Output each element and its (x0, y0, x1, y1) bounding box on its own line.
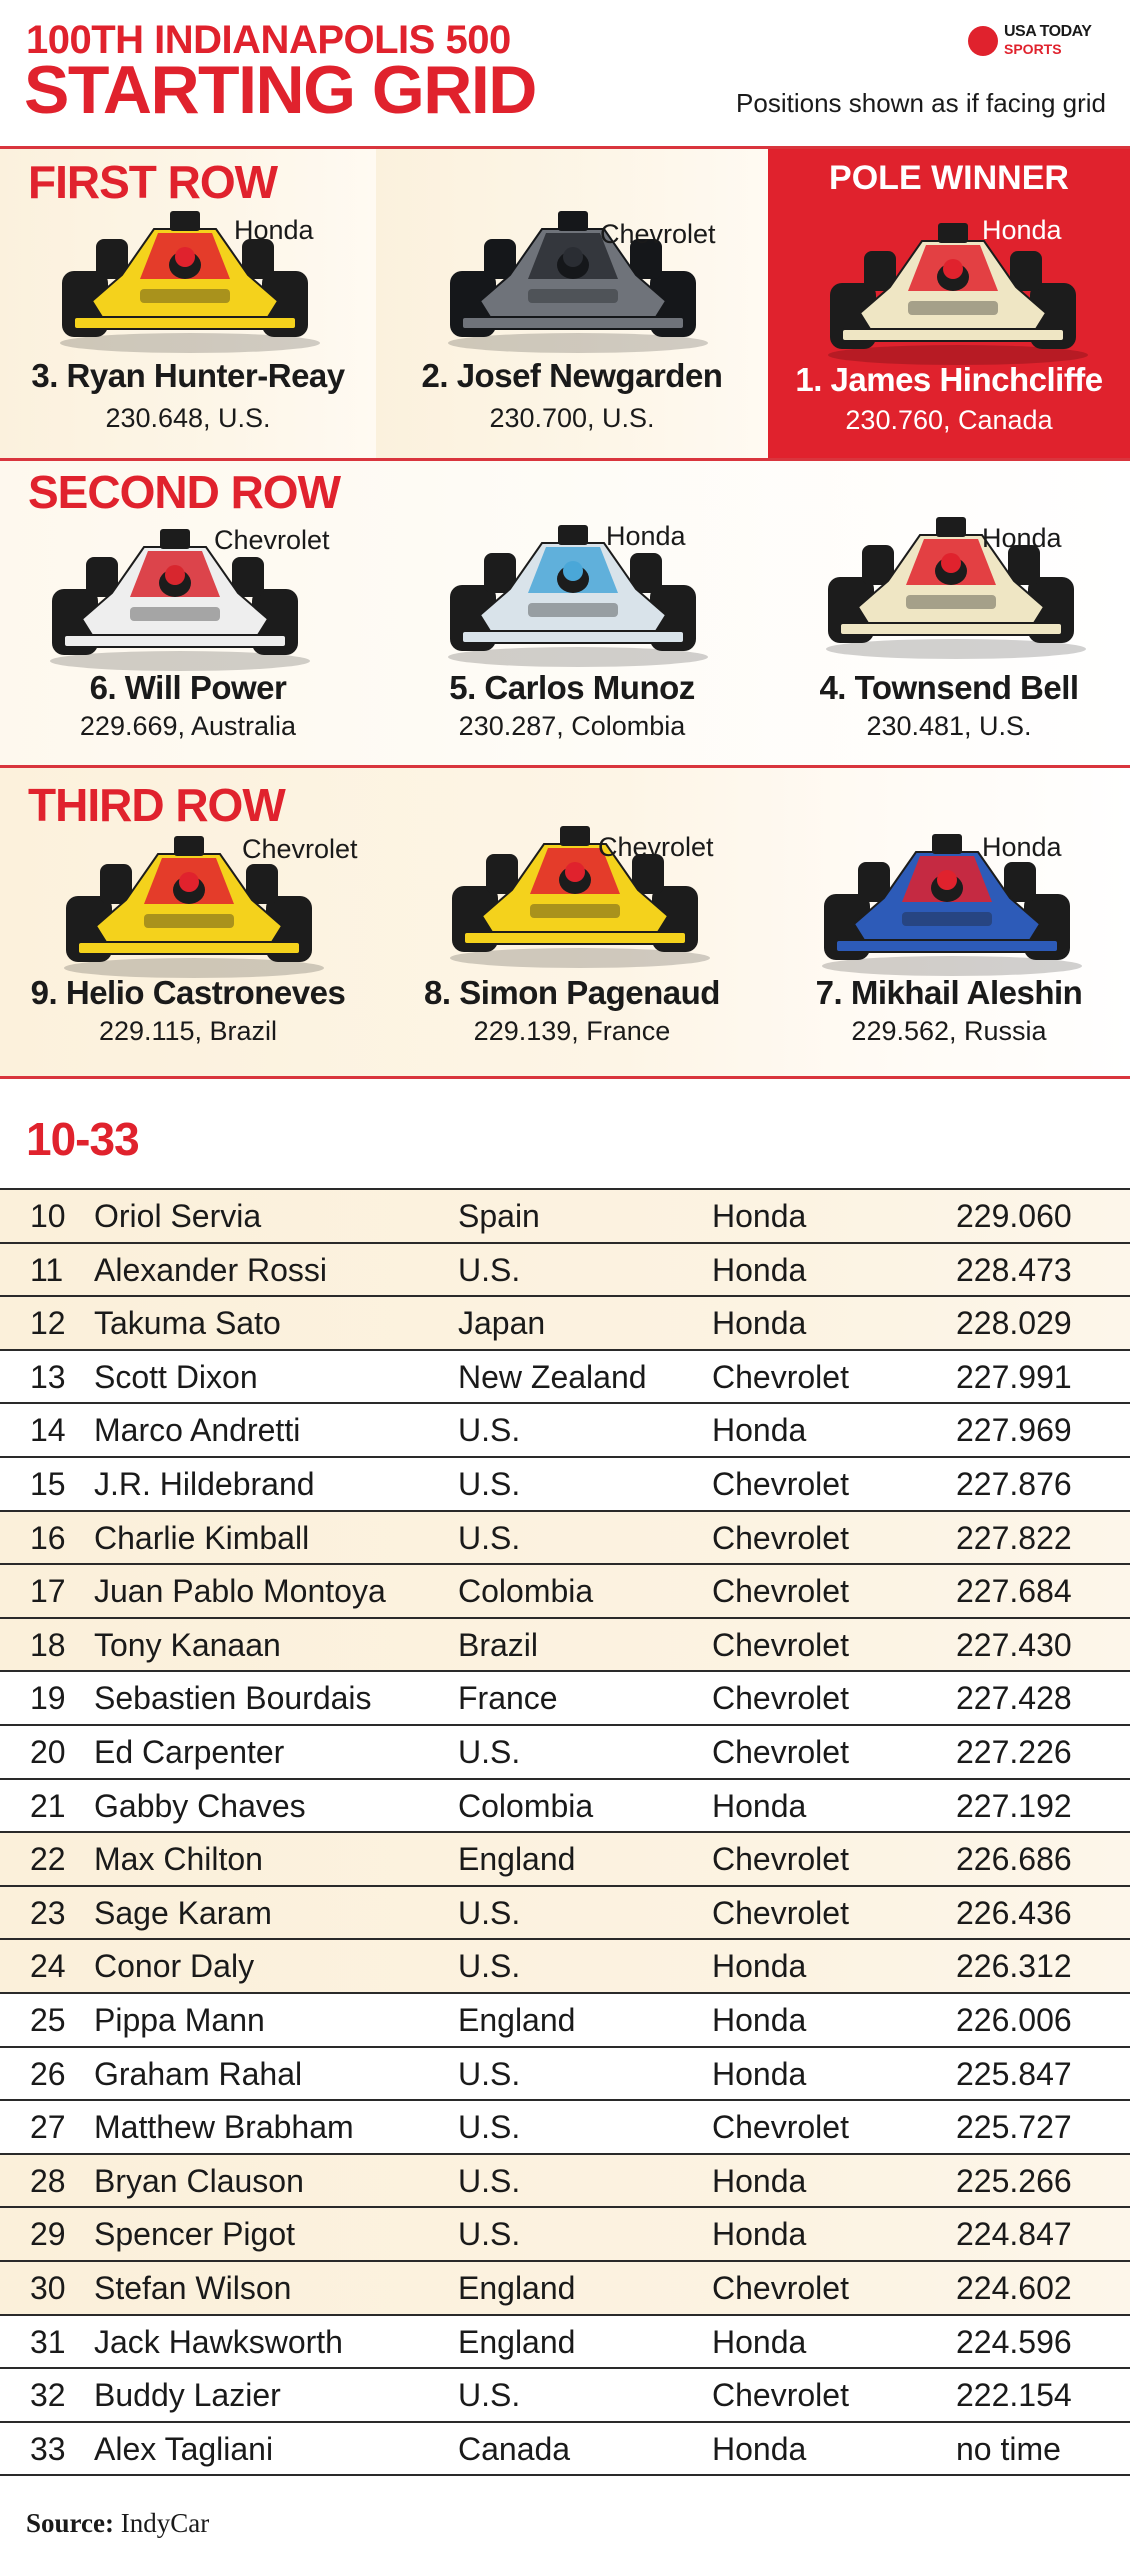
engine-cell: Honda (712, 2162, 807, 2199)
driver-name: 3. Ryan Hunter-Reay (31, 357, 345, 394)
third-row-section (0, 768, 1130, 1076)
driver-cell: Graham Rahal (94, 2055, 303, 2092)
engine-cell: Chevrolet (712, 1680, 849, 1717)
position-cell: 22 (30, 1841, 66, 1878)
position-cell: 30 (30, 2270, 66, 2306)
engine-cell: Honda (712, 1787, 807, 1824)
speed-cell: 228.029 (956, 1305, 1072, 1342)
driver-name: 4. Townsend Bell (819, 669, 1079, 706)
engine-cell: Honda (712, 2216, 807, 2253)
engine-cell: Chevrolet (712, 2109, 849, 2146)
car-make-label: Honda (606, 521, 686, 551)
engine-cell: Honda (712, 2002, 807, 2038)
table-row (0, 1295, 1130, 1349)
engine-cell: Honda (712, 1305, 807, 1342)
driver-speed: 230.648, U.S. (105, 403, 271, 433)
country-cell: U.S. (458, 2055, 521, 2092)
driver-cell: Sage Karam (94, 1894, 272, 1931)
speed-cell: 226.686 (956, 1841, 1072, 1878)
engine-cell: Chevrolet (712, 1466, 849, 1502)
driver-cell: Tony Kanaan (94, 1626, 281, 1663)
engine-cell: Honda (712, 1412, 807, 1449)
country-cell: U.S. (458, 1412, 521, 1449)
table-row (0, 2046, 1130, 2100)
table-bottom-rule (0, 2474, 1130, 2476)
engine-cell: Honda (712, 1948, 807, 1985)
position-cell: 26 (30, 2055, 66, 2092)
position-cell: 13 (30, 1358, 66, 1395)
country-cell: Brazil (458, 1626, 539, 1663)
position-cell: 25 (30, 2002, 66, 2038)
usa-today-logo (968, 22, 1108, 62)
country-cell: U.S. (458, 1734, 521, 1770)
table-row (0, 1670, 1130, 1724)
driver-cell: Marco Andretti (94, 1412, 301, 1449)
speed-cell: no time (956, 2430, 1061, 2467)
country-cell: England (458, 2002, 576, 2038)
position-cell: 24 (30, 1948, 66, 1985)
speed-cell: 225.847 (956, 2055, 1072, 2092)
position-cell: 31 (30, 2323, 66, 2360)
third-row-title: THIRD ROW (28, 779, 285, 831)
engine-cell: Honda (712, 1198, 807, 1234)
driver-name: 7. Mikhail Aleshin (815, 974, 1083, 1011)
position-cell: 21 (30, 1787, 66, 1824)
driver-cell: Spencer Pigot (94, 2216, 296, 2253)
car-make-label: Chevrolet (242, 834, 358, 864)
country-cell: U.S. (458, 2109, 521, 2146)
country-cell: U.S. (458, 2216, 521, 2253)
source-label: Source: (26, 2508, 114, 2538)
speed-cell: 227.684 (956, 1573, 1072, 1610)
engine-cell: Honda (712, 2055, 807, 2092)
position-cell: 15 (30, 1466, 66, 1502)
position-cell: 33 (30, 2430, 66, 2467)
table-row (0, 1617, 1130, 1671)
table-row (0, 2153, 1130, 2207)
driver-speed: 230.287, Colombia (458, 711, 686, 741)
title-line-2: STARTING GRID (24, 52, 536, 128)
table-row (0, 1242, 1130, 1296)
engine-cell: Chevrolet (712, 1519, 849, 1556)
position-cell: 12 (30, 1305, 66, 1342)
country-cell: New Zealand (458, 1358, 647, 1395)
engine-cell: Honda (712, 2430, 807, 2467)
driver-name: 1. James Hinchcliffe (795, 361, 1103, 398)
driver-cell: Max Chilton (94, 1841, 263, 1878)
driver-cell: J.R. Hildebrand (94, 1466, 315, 1502)
engine-cell: Chevrolet (712, 1894, 849, 1931)
position-cell: 29 (30, 2216, 66, 2253)
driver-cell: Charlie Kimball (94, 1519, 310, 1556)
car-make-label: Chevrolet (600, 219, 716, 249)
table-row (0, 1349, 1130, 1403)
engine-cell: Honda (712, 1251, 807, 1288)
engine-cell: Chevrolet (712, 1841, 849, 1878)
position-cell: 16 (30, 1519, 66, 1556)
speed-cell: 227.226 (956, 1734, 1072, 1770)
position-cell: 17 (30, 1573, 66, 1610)
car-make-label: Honda (234, 215, 314, 245)
engine-cell: Chevrolet (712, 1573, 849, 1610)
speed-cell: 225.727 (956, 2109, 1072, 2146)
driver-cell: Alex Tagliani (94, 2430, 274, 2467)
driver-cell: Conor Daly (94, 1948, 255, 1985)
position-cell: 11 (30, 1251, 64, 1288)
country-cell: U.S. (458, 1251, 521, 1288)
driver-speed: 230.481, U.S. (866, 711, 1032, 741)
driver-cell: Matthew Brabham (94, 2109, 354, 2146)
driver-name: 9. Helio Castroneves (30, 974, 346, 1011)
subtitle: Positions shown as if facing grid (736, 88, 1106, 118)
position-cell: 28 (30, 2162, 66, 2199)
table-row (0, 2099, 1130, 2153)
table-row (0, 1885, 1130, 1939)
country-cell: England (458, 2270, 576, 2306)
speed-cell: 227.969 (956, 1412, 1072, 1449)
table-row (0, 2421, 1130, 2475)
table-row (0, 1456, 1130, 1510)
table-row (0, 1992, 1130, 2046)
speed-cell: 228.473 (956, 1251, 1072, 1288)
first-row-section (0, 149, 1130, 458)
speed-cell: 226.436 (956, 1894, 1072, 1931)
brand-sub: SPORTS (1004, 41, 1062, 57)
table-row (0, 2367, 1130, 2421)
engine-cell: Chevrolet (712, 2270, 849, 2306)
table-row (0, 1724, 1130, 1778)
engine-cell: Honda (712, 2323, 807, 2360)
country-cell: U.S. (458, 2377, 521, 2414)
car-make-label: Chevrolet (598, 832, 714, 862)
country-cell: U.S. (458, 1948, 521, 1985)
driver-cell: Pippa Mann (94, 2002, 265, 2038)
position-cell: 32 (30, 2377, 66, 2414)
speed-cell: 227.822 (956, 1519, 1072, 1556)
position-cell: 10 (30, 1198, 66, 1234)
country-cell: Japan (458, 1305, 546, 1342)
position-cell: 23 (30, 1894, 66, 1931)
driver-speed: 230.760, Canada (845, 405, 1053, 435)
driver-cell: Scott Dixon (94, 1358, 258, 1395)
speed-cell: 224.602 (956, 2270, 1072, 2306)
position-cell: 14 (30, 1412, 66, 1449)
second-row-section (0, 461, 1130, 765)
pole-winner-label: POLE WINNER (829, 159, 1069, 197)
country-cell: U.S. (458, 1466, 521, 1502)
speed-cell: 224.847 (956, 2216, 1072, 2253)
speed-cell: 222.154 (956, 2377, 1072, 2414)
title-line-1: 100TH INDIANAPOLIS 500 (26, 18, 511, 62)
driver-name: 8. Simon Pagenaud (424, 974, 720, 1011)
country-cell: U.S. (458, 2162, 521, 2199)
engine-cell: Chevrolet (712, 2377, 849, 2414)
car-make-label: Honda (982, 523, 1062, 553)
country-cell: U.S. (458, 1519, 521, 1556)
driver-cell: Gabby Chaves (94, 1787, 306, 1824)
table-row (0, 1402, 1130, 1456)
position-cell: 27 (30, 2109, 66, 2146)
table-row (0, 1938, 1130, 1992)
country-cell: England (458, 2323, 576, 2360)
driver-speed: 230.700, U.S. (489, 403, 655, 433)
speed-cell: 227.991 (956, 1358, 1072, 1395)
driver-cell: Alexander Rossi (94, 1251, 327, 1288)
driver-cell: Takuma Sato (94, 1305, 281, 1342)
driver-name: 2. Josef Newgarden (421, 357, 723, 394)
country-cell: Colombia (458, 1573, 594, 1610)
driver-name: 6. Will Power (89, 669, 287, 706)
position-cell: 19 (30, 1680, 66, 1717)
speed-cell: 226.312 (956, 1948, 1072, 1985)
country-cell: Spain (458, 1198, 540, 1234)
country-cell: U.S. (458, 1894, 521, 1931)
driver-cell: Buddy Lazier (94, 2377, 281, 2414)
speed-cell: 227.430 (956, 1626, 1072, 1663)
country-cell: France (458, 1680, 558, 1717)
driver-speed: 229.115, Brazil (98, 1016, 278, 1046)
driver-speed: 229.562, Russia (851, 1016, 1047, 1046)
table-row (0, 1831, 1130, 1885)
brand-name: USA TODAY (1004, 23, 1092, 40)
engine-cell: Chevrolet (712, 1626, 849, 1663)
country-cell: England (458, 1841, 576, 1878)
speed-cell: 227.192 (956, 1787, 1072, 1824)
table-row (0, 1563, 1130, 1617)
speed-cell: 225.266 (956, 2162, 1072, 2199)
table-row (0, 1188, 1130, 1242)
source-credit (26, 2508, 209, 2539)
driver-cell: Ed Carpenter (94, 1734, 285, 1770)
car-make-label: Honda (982, 215, 1062, 245)
table-row (0, 2314, 1130, 2368)
engine-cell: Chevrolet (712, 1734, 849, 1770)
first-row-title: FIRST ROW (28, 156, 278, 208)
driver-cell: Sebastien Bourdais (94, 1680, 372, 1717)
speed-cell: 224.596 (956, 2323, 1072, 2360)
table-row (0, 1510, 1130, 1564)
engine-cell: Chevrolet (712, 1358, 849, 1395)
driver-cell: Juan Pablo Montoya (94, 1573, 386, 1610)
country-cell: Colombia (458, 1787, 594, 1824)
driver-name: 5. Carlos Munoz (449, 669, 695, 706)
car-make-label: Chevrolet (214, 525, 330, 555)
driver-cell: Bryan Clauson (94, 2162, 304, 2199)
source-value: IndyCar (120, 2508, 210, 2538)
speed-cell: 227.876 (956, 1466, 1072, 1502)
speed-cell: 229.060 (956, 1198, 1072, 1234)
driver-cell: Oriol Servia (94, 1198, 262, 1234)
second-row-title: SECOND ROW (28, 466, 340, 518)
driver-speed: 229.669, Australia (79, 711, 297, 741)
position-cell: 18 (30, 1626, 66, 1663)
driver-cell: Stefan Wilson (94, 2270, 292, 2306)
rest-of-field-title: 10-33 (26, 1113, 139, 1165)
driver-speed: 229.139, France (473, 1016, 671, 1046)
divider (0, 1076, 1130, 1079)
table-row (0, 2206, 1130, 2260)
driver-cell: Jack Hawksworth (94, 2323, 343, 2360)
speed-cell: 227.428 (956, 1680, 1072, 1717)
usa-today-dot-icon (968, 26, 998, 56)
car-make-label: Honda (982, 832, 1062, 862)
table-row (0, 2260, 1130, 2314)
table-row (0, 1778, 1130, 1832)
speed-cell: 226.006 (956, 2002, 1072, 2038)
position-cell: 20 (30, 1734, 66, 1770)
header (0, 0, 1130, 146)
country-cell: Canada (458, 2430, 571, 2467)
